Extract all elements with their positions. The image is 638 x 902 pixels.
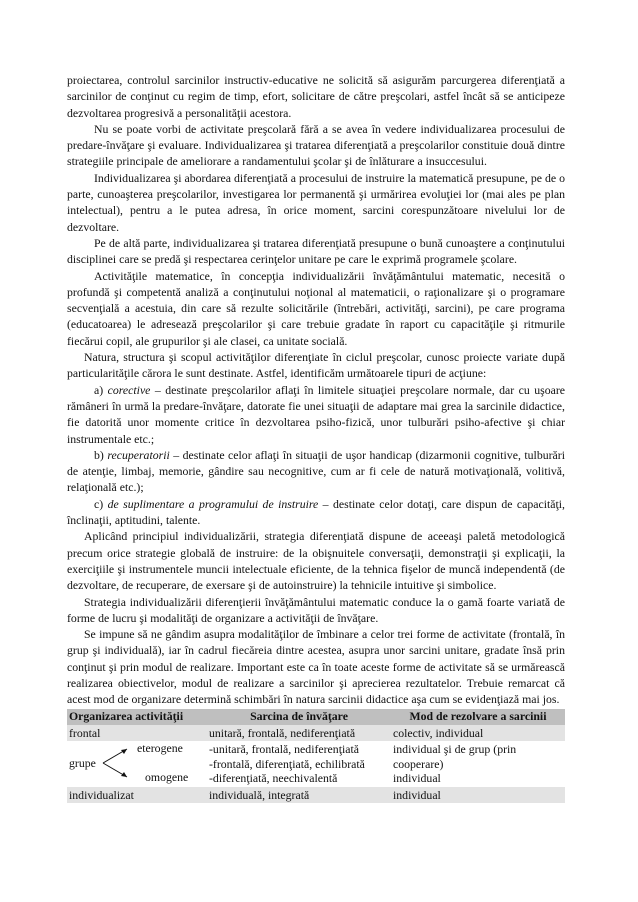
groups-label: grupe [69, 756, 96, 771]
table-cell: frontal [67, 725, 207, 742]
table-cell: individual [391, 787, 565, 804]
table-cell: unitară, frontală, nediferenţiată [207, 725, 391, 742]
table-row [67, 741, 565, 787]
mode-line: individual şi de grup (prin [393, 742, 517, 757]
table-row [67, 725, 565, 742]
list-item-corrective: a) corective – destinate preşcolarilor aflaţi în limitele situaţiei preşcolare normale, dar cu uşoare rămâneri în urmă la predare-învăţare, datorate fie unei situaţii de adaptare mai grea la sarcinile didactice, fie datorită unor momente critice în dezvoltarea psiho-fizică, unor tulburări psiho-afective şi chiar instrumentale etc.; [67, 382, 565, 446]
list-term: recuperatorii [107, 447, 170, 462]
task-line: -unitară, frontală, nediferenţiată [209, 742, 360, 757]
task-line: -diferenţiată, neechivalentă [209, 771, 338, 786]
heterogeneous-label: eterogene [137, 741, 183, 756]
paragraph-strategy: Strategia individualizării diferenţierii învăţământului matematic conduce la o gamă foarte variată de forme de lucru şi modalităţi de organizare a activităţii de învăţare. [67, 594, 565, 625]
paragraph-preschool-activity: Nu se poate vorbi de activitate preşcolară fără a se avea în vedere individualizarea procesului de predare-învăţare şi evaluare. Individualizarea şi tratarea diferenţiată a preşcolarilor constituie două dintre strategiile principale de ameliorare a randamentului şcolar şi de înlăturare a insuccesului. [67, 121, 565, 169]
groups-cell [67, 741, 207, 785]
paragraph-math-activities: Activităţile matematice, în concepţia individualizării învăţământului matematic, necesită o profundă şi competentă analiză a conţinutului noţional al matematicii, o raţionalizare şi o programare secvenţială a acestuia, din care să rezulte solicitările (întrebări, activităţi, sarcini), pe care programa (educatoarea) le adresează preşcolarilor şi care trebuie gradate în raport cu capacităţile şi ritmurile fiecărui copil, ale grupurilor şi ale clasei, ca unitate socială. [67, 268, 565, 348]
table-cell: individualizat [67, 787, 207, 804]
paragraph-nature-structure: Natura, structura şi scopul activităţilor diferenţiate în ciclul preşcolar, cunosc proiecte variate după particularităţile cărora le sunt destinate. Astfel, identificăm următoarele tipuri de acţiune: [67, 350, 565, 381]
table-header-row [67, 709, 565, 725]
table-cell: individuală, integrată [207, 787, 391, 804]
paragraph-other-side: Pe de altă parte, individualizarea şi tratarea diferenţiată presupune o bună cunoaştere a conţinutului disciplinei care se predă şi respectarea cerinţelor unitare pe care le exprimă programele şcolare. [67, 235, 565, 267]
table-header: Mod de rezolvare a sarcinii [391, 709, 565, 725]
paragraph-individualization: Individualizarea şi abordarea diferenţiată a procesului de instruire la matematică presupune, pe de o parte, cunoaşterea preşcolarilor, investigarea lor permanentă şi urmărirea evoluţiei lor (mai ales pe plan intelectual), pentru a le putea adresa, în orice moment, sarcini corespunzătoare nivelului lor de dezvoltare. [67, 170, 565, 234]
paragraph-intro: proiectarea, controlul sarcinilor instructiv-educative ne solicită să asigurăm parcurgerea diferenţiată a sarcinilor de conţinut cu regim de timp, efort, solicitare de către preşcolari, astfel încât să se anticipeze dezvoltarea progresivă a personalităţii acestora. [67, 73, 565, 120]
paragraph-combination: Se impune să ne gândim asupra modalităţilor de îmbinare a celor trei forme de activitate (frontală, în grup şi individuală), iar în cadrul fiecăreia dintre acestea, asupra unor sarcini unitare, gradate însă prin conţinut şi prin modul de realizare. Important este ca în toate aceste forme de activitate să se urmărească realizarea obiectivelor, modul de realizare a sarcinilor şi aprecierea rezultatelor. Trebuie remarcat că acest mod de organizare determină schimbări în natura sarcinii didactice aşa cum se evidenţiază mai jos. [67, 627, 565, 707]
table-cell: colectiv, individual [391, 725, 565, 742]
task-line: -frontală, diferenţiată, echilibrată [209, 756, 365, 771]
table-header: Organizarea activităţii [67, 709, 207, 725]
document-page [67, 72, 565, 803]
list-item-supplement: c) de suplimentare a programului de instruire – destinate celor dotaţi, care dispun de capacităţi, înclinaţii, aptitudini, talente. [67, 496, 566, 528]
organization-table [67, 709, 565, 804]
list-term: corective [107, 382, 151, 397]
table-header: Sarcina de învăţare [207, 709, 391, 725]
list-item-recovery: b) recuperatorii – destinate celor aflaţi în situaţii de uşor handicap (dizarmonii cognitive, tulburări de atenţie, limbaj, memorie, gândire sau necognitive, cum ar fi cele de natură motivaţională, volitivă, relaţională etc.); [67, 447, 565, 495]
mode-line: individual [393, 771, 441, 786]
mode-line: cooperare) [393, 756, 444, 771]
homogeneous-label: omogene [145, 770, 189, 785]
table-row [67, 787, 565, 804]
paragraph-principle: Aplicând principiul individualizării, strategia diferenţiată dispune de aceeaşi paletă metodologică precum orice strategie globală de instruire: de la obişnuitele conversaţii, demonstraţii şi explicaţii, la exerciţiile şi instrumentele muncii intelectuale eficiente, de la tehnica fişelor de muncă independentă (de dezvoltare, de recuperare, de exersare şi de autoinstruire) la tehnicile intuitive şi simbolice. [67, 529, 565, 593]
list-term: de suplimentare a programului de instruire [107, 496, 319, 511]
